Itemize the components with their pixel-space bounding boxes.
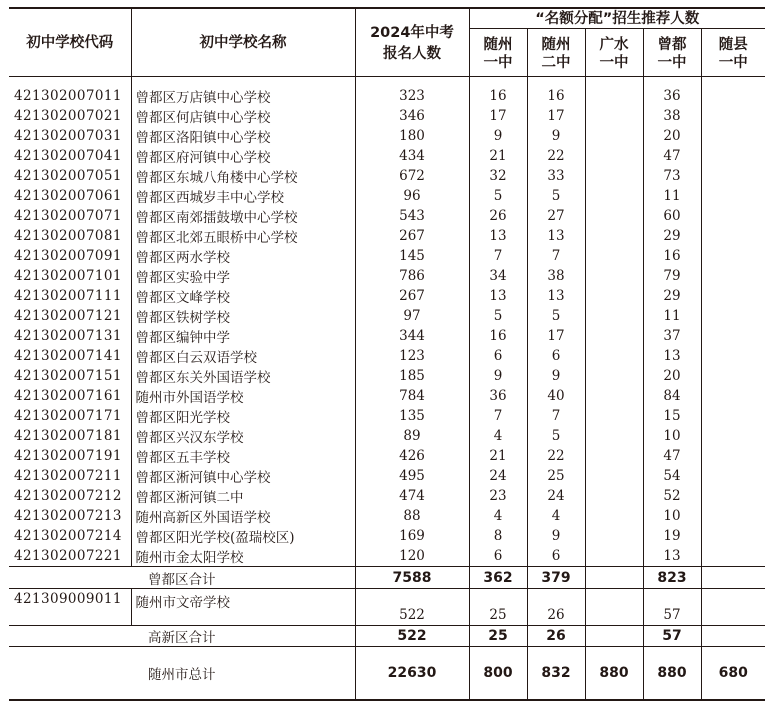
quota-suixian-1 (701, 186, 765, 206)
quota-suixian-1 (701, 77, 765, 107)
school-applicants: 97 (355, 306, 469, 326)
quota-zengdu-1: 37 (643, 326, 701, 346)
zengdu-total-sx1 (701, 567, 765, 589)
quota-guangshui-1 (585, 466, 643, 486)
quota-guangshui-1 (585, 546, 643, 567)
school-applicants: 135 (355, 406, 469, 426)
quota-guangshui-1 (585, 506, 643, 526)
gaoxin-total-gs1 (585, 626, 643, 647)
quota-zengdu-1: 73 (643, 166, 701, 186)
quota-suizhou-2: 13 (527, 226, 585, 246)
school-name: 随州市金太阳学校 (131, 546, 355, 567)
gaoxin-total-zd1: 57 (643, 626, 701, 647)
quota-suizhou-2: 5 (527, 306, 585, 326)
quota-guangshui-1 (585, 246, 643, 266)
quota-suizhou-1: 9 (469, 366, 527, 386)
school-code: 421302007071 (9, 206, 131, 226)
table-row (9, 406, 765, 426)
quota-suizhou-1: 36 (469, 386, 527, 406)
quota-suizhou-2: 7 (527, 246, 585, 266)
quota-suizhou-2: 40 (527, 386, 585, 406)
quota-zengdu-1: 10 (643, 506, 701, 526)
quota-suizhou-1: 16 (469, 326, 527, 346)
table-row (9, 126, 765, 146)
quota-suizhou-2: 33 (527, 166, 585, 186)
quota-suizhou-2: 22 (527, 146, 585, 166)
gaoxin-school-sz1: 25 (469, 589, 527, 626)
quota-suixian-1 (701, 446, 765, 466)
gaoxin-total-sx1 (701, 626, 765, 647)
school-name: 曾都区编钟中学 (131, 326, 355, 346)
school-code: 421302007041 (9, 146, 131, 166)
header-school-line2: 一中 (483, 54, 513, 71)
school-name: 曾都区西城岁丰中心学校 (131, 186, 355, 206)
quota-suizhou-2: 24 (527, 486, 585, 506)
quota-suixian-1 (701, 366, 765, 386)
school-name: 曾都区文峰学校 (131, 286, 355, 306)
quota-suizhou-1: 24 (469, 466, 527, 486)
school-applicants: 495 (355, 466, 469, 486)
quota-guangshui-1 (585, 286, 643, 306)
quota-guangshui-1 (585, 146, 643, 166)
quota-suixian-1 (701, 466, 765, 486)
quota-suixian-1 (701, 246, 765, 266)
school-code: 421302007111 (9, 286, 131, 306)
city-total-applicants: 22630 (355, 647, 469, 701)
header-school-suizhou-2 (527, 29, 585, 77)
quota-suixian-1 (701, 406, 765, 426)
school-applicants: 543 (355, 206, 469, 226)
school-code: 421302007061 (9, 186, 131, 206)
header-code: 初中学校代码 (9, 7, 131, 77)
header-school-line2: 一中 (599, 54, 629, 71)
quota-zengdu-1: 10 (643, 426, 701, 446)
quota-guangshui-1 (585, 306, 643, 326)
quota-zengdu-1: 29 (643, 286, 701, 306)
table-row (9, 166, 765, 186)
school-name: 曾都区府河镇中心学校 (131, 146, 355, 166)
quota-suizhou-2: 9 (527, 366, 585, 386)
table-row (9, 106, 765, 126)
header-applicants-line2: 报名人数 (383, 45, 441, 62)
quota-suizhou-1: 13 (469, 286, 527, 306)
gaoxin-total-label: 高新区合计 (9, 626, 355, 647)
gaoxin-school-code: 421309009011 (9, 589, 131, 626)
quota-suizhou-1: 6 (469, 546, 527, 567)
quota-guangshui-1 (585, 126, 643, 146)
quota-zengdu-1: 20 (643, 366, 701, 386)
quota-guangshui-1 (585, 486, 643, 506)
quota-suizhou-1: 23 (469, 486, 527, 506)
table-row (9, 186, 765, 206)
school-code: 421302007131 (9, 326, 131, 346)
gaoxin-school-sz2: 26 (527, 589, 585, 626)
quota-guangshui-1 (585, 446, 643, 466)
school-applicants: 185 (355, 366, 469, 386)
quota-suizhou-1: 7 (469, 246, 527, 266)
gaoxin-school-zd1: 57 (643, 589, 701, 626)
quota-guangshui-1 (585, 326, 643, 346)
table-row (9, 266, 765, 286)
school-code: 421302007171 (9, 406, 131, 426)
quota-suizhou-1: 21 (469, 446, 527, 466)
table-row (9, 77, 765, 107)
school-name: 曾都区阳光学校(盈瑞校区) (131, 526, 355, 546)
school-applicants: 344 (355, 326, 469, 346)
quota-suixian-1 (701, 326, 765, 346)
school-code: 421302007213 (9, 506, 131, 526)
header-applicants-line1: 2024年中考 (370, 24, 454, 41)
quota-guangshui-1 (585, 166, 643, 186)
quota-suizhou-2: 5 (527, 426, 585, 446)
school-name: 随州市外国语学校 (131, 386, 355, 406)
quota-suizhou-1: 21 (469, 146, 527, 166)
header-school-zengdu-1 (643, 29, 701, 77)
header-applicants (355, 7, 469, 77)
quota-suizhou-1: 34 (469, 266, 527, 286)
school-applicants: 426 (355, 446, 469, 466)
header-school-line2: 一中 (657, 54, 687, 71)
table-row (9, 146, 765, 166)
quota-suizhou-1: 5 (469, 306, 527, 326)
quota-suixian-1 (701, 306, 765, 326)
gaoxin-school-applicants: 522 (355, 589, 469, 626)
city-total-sx1: 680 (701, 647, 765, 701)
school-name: 曾都区万店镇中心学校 (131, 77, 355, 107)
school-applicants: 120 (355, 546, 469, 567)
quota-suizhou-2: 16 (527, 77, 585, 107)
header-school-line2: 一中 (718, 54, 748, 71)
quota-guangshui-1 (585, 426, 643, 446)
school-code: 421302007051 (9, 166, 131, 186)
table-row (9, 466, 765, 486)
quota-zengdu-1: 15 (643, 406, 701, 426)
table-row (9, 426, 765, 446)
quota-guangshui-1 (585, 386, 643, 406)
zengdu-total-sz2: 379 (527, 567, 585, 589)
quota-guangshui-1 (585, 186, 643, 206)
school-name: 曾都区两水学校 (131, 246, 355, 266)
school-name: 曾都区实验中学 (131, 266, 355, 286)
header-school-line1: 曾都 (657, 36, 687, 53)
quota-zengdu-1: 47 (643, 446, 701, 466)
school-applicants: 786 (355, 266, 469, 286)
quota-suixian-1 (701, 106, 765, 126)
quota-zengdu-1: 16 (643, 246, 701, 266)
header-school-line1: 广水 (599, 36, 629, 53)
school-code: 421302007151 (9, 366, 131, 386)
quota-suizhou-2: 38 (527, 266, 585, 286)
quota-suixian-1 (701, 126, 765, 146)
school-applicants: 672 (355, 166, 469, 186)
quota-guangshui-1 (585, 366, 643, 386)
quota-guangshui-1 (585, 346, 643, 366)
quota-guangshui-1 (585, 526, 643, 546)
header-quota-group: “名额分配”招生推荐人数 (469, 7, 765, 29)
school-code: 421302007221 (9, 546, 131, 567)
school-applicants: 434 (355, 146, 469, 166)
quota-suizhou-1: 16 (469, 77, 527, 107)
quota-zengdu-1: 36 (643, 77, 701, 107)
quota-zengdu-1: 54 (643, 466, 701, 486)
school-applicants: 89 (355, 426, 469, 446)
school-code: 421302007214 (9, 526, 131, 546)
quota-suizhou-1: 8 (469, 526, 527, 546)
quota-suizhou-2: 5 (527, 186, 585, 206)
zengdu-rows (9, 77, 765, 567)
city-total-label: 随州市总计 (9, 647, 355, 701)
quota-suixian-1 (701, 226, 765, 246)
header-school-suixian-1 (701, 29, 765, 77)
summary-rows (9, 567, 765, 701)
quota-guangshui-1 (585, 77, 643, 107)
quota-zengdu-1: 84 (643, 386, 701, 406)
quota-suizhou-1: 17 (469, 106, 527, 126)
school-name: 随州高新区外国语学校 (131, 506, 355, 526)
table-row (9, 326, 765, 346)
table-row (9, 306, 765, 326)
school-applicants: 88 (355, 506, 469, 526)
quota-suixian-1 (701, 146, 765, 166)
table-row (9, 246, 765, 266)
quota-suixian-1 (701, 346, 765, 366)
school-name: 曾都区北郊五眼桥中心学校 (131, 226, 355, 246)
quota-zengdu-1: 29 (643, 226, 701, 246)
quota-guangshui-1 (585, 206, 643, 226)
school-name: 曾都区东关外国语学校 (131, 366, 355, 386)
school-code: 421302007101 (9, 266, 131, 286)
zengdu-total-sz1: 362 (469, 567, 527, 589)
city-total-zd1: 880 (643, 647, 701, 701)
city-total-sz1: 800 (469, 647, 527, 701)
quota-suizhou-2: 13 (527, 286, 585, 306)
school-name: 曾都区何店镇中心学校 (131, 106, 355, 126)
school-name: 曾都区东城八角楼中心学校 (131, 166, 355, 186)
school-name: 曾都区阳光学校 (131, 406, 355, 426)
quota-suixian-1 (701, 546, 765, 567)
school-name: 曾都区五丰学校 (131, 446, 355, 466)
school-code: 421302007141 (9, 346, 131, 366)
quota-zengdu-1: 19 (643, 526, 701, 546)
school-code: 421302007121 (9, 306, 131, 326)
quota-suizhou-1: 9 (469, 126, 527, 146)
table-row (9, 366, 765, 386)
quota-suizhou-2: 17 (527, 326, 585, 346)
school-applicants: 267 (355, 226, 469, 246)
table-row (9, 346, 765, 366)
quota-suixian-1 (701, 266, 765, 286)
table-row (9, 526, 765, 546)
header-school-suizhou-1 (469, 29, 527, 77)
gaoxin-total-row (9, 626, 765, 647)
school-code: 421302007031 (9, 126, 131, 146)
zengdu-total-zd1: 823 (643, 567, 701, 589)
table-row (9, 386, 765, 406)
header-school-line2: 二中 (541, 54, 571, 71)
school-applicants: 180 (355, 126, 469, 146)
quota-guangshui-1 (585, 406, 643, 426)
gaoxin-school-name: 随州市文帝学校 (131, 589, 355, 626)
gaoxin-school-row (9, 589, 765, 626)
quota-suixian-1 (701, 426, 765, 446)
quota-guangshui-1 (585, 106, 643, 126)
quota-zengdu-1: 47 (643, 146, 701, 166)
school-name: 曾都区洛阳镇中心学校 (131, 126, 355, 146)
table-header (9, 7, 765, 77)
header-school-line1: 随州 (483, 36, 513, 53)
quota-suixian-1 (701, 506, 765, 526)
quota-suizhou-1: 6 (469, 346, 527, 366)
quota-suizhou-2: 25 (527, 466, 585, 486)
gaoxin-total-sz1: 25 (469, 626, 527, 647)
quota-suizhou-2: 7 (527, 406, 585, 426)
quota-suixian-1 (701, 206, 765, 226)
quota-suizhou-1: 4 (469, 506, 527, 526)
quota-suizhou-2: 9 (527, 526, 585, 546)
quota-suizhou-1: 13 (469, 226, 527, 246)
school-applicants: 145 (355, 246, 469, 266)
quota-suizhou-2: 6 (527, 346, 585, 366)
quota-zengdu-1: 11 (643, 306, 701, 326)
quota-guangshui-1 (585, 266, 643, 286)
city-total-sz2: 832 (527, 647, 585, 701)
school-code: 421302007211 (9, 466, 131, 486)
zengdu-total-label: 曾都区合计 (9, 567, 355, 589)
quota-zengdu-1: 13 (643, 546, 701, 567)
school-applicants: 784 (355, 386, 469, 406)
quota-zengdu-1: 13 (643, 346, 701, 366)
school-applicants: 267 (355, 286, 469, 306)
quota-suizhou-2: 9 (527, 126, 585, 146)
city-total-row (9, 647, 765, 701)
quota-allocation-table (9, 7, 765, 701)
school-name: 曾都区铁树学校 (131, 306, 355, 326)
school-name: 曾都区南郊擂鼓墩中心学校 (131, 206, 355, 226)
school-applicants: 169 (355, 526, 469, 546)
quota-suizhou-2: 17 (527, 106, 585, 126)
header-school-guangshui-1 (585, 29, 643, 77)
zengdu-total-applicants: 7588 (355, 567, 469, 589)
quota-zengdu-1: 79 (643, 266, 701, 286)
table-row (9, 226, 765, 246)
school-code: 421302007191 (9, 446, 131, 466)
quota-suixian-1 (701, 386, 765, 406)
table-row (9, 446, 765, 466)
school-code: 421302007181 (9, 426, 131, 446)
quota-suizhou-1: 26 (469, 206, 527, 226)
school-name: 曾都区淅河镇二中 (131, 486, 355, 506)
table-row (9, 546, 765, 567)
school-applicants: 323 (355, 77, 469, 107)
zengdu-total-gs1 (585, 567, 643, 589)
quota-suixian-1 (701, 486, 765, 506)
header-school-line1: 随县 (718, 36, 748, 53)
quota-zengdu-1: 60 (643, 206, 701, 226)
quota-guangshui-1 (585, 226, 643, 246)
quota-suizhou-1: 32 (469, 166, 527, 186)
quota-suixian-1 (701, 166, 765, 186)
quota-zengdu-1: 38 (643, 106, 701, 126)
school-code: 421302007011 (9, 77, 131, 107)
school-applicants: 346 (355, 106, 469, 126)
header-school-line1: 随州 (541, 36, 571, 53)
quota-suizhou-2: 4 (527, 506, 585, 526)
quota-suizhou-1: 7 (469, 406, 527, 426)
school-code: 421302007081 (9, 226, 131, 246)
quota-suizhou-2: 27 (527, 206, 585, 226)
school-name: 曾都区兴汉东学校 (131, 426, 355, 446)
quota-zengdu-1: 52 (643, 486, 701, 506)
gaoxin-school-gs1 (585, 589, 643, 626)
gaoxin-total-applicants: 522 (355, 626, 469, 647)
city-total-gs1: 880 (585, 647, 643, 701)
table-row (9, 506, 765, 526)
school-code: 421302007091 (9, 246, 131, 266)
quota-suizhou-1: 4 (469, 426, 527, 446)
school-code: 421302007021 (9, 106, 131, 126)
gaoxin-school-sx1 (701, 589, 765, 626)
gaoxin-total-sz2: 26 (527, 626, 585, 647)
quota-suizhou-1: 5 (469, 186, 527, 206)
school-name: 曾都区淅河镇中心学校 (131, 466, 355, 486)
table-row (9, 286, 765, 306)
quota-suizhou-2: 6 (527, 546, 585, 567)
school-code: 421302007161 (9, 386, 131, 406)
quota-zengdu-1: 20 (643, 126, 701, 146)
school-code: 421302007212 (9, 486, 131, 506)
school-applicants: 123 (355, 346, 469, 366)
table-row (9, 206, 765, 226)
header-name: 初中学校名称 (131, 7, 355, 77)
zengdu-total-row (9, 567, 765, 589)
school-applicants: 474 (355, 486, 469, 506)
table-row (9, 486, 765, 506)
quota-suixian-1 (701, 526, 765, 546)
quota-suizhou-2: 22 (527, 446, 585, 466)
school-name: 曾都区白云双语学校 (131, 346, 355, 366)
quota-suixian-1 (701, 286, 765, 306)
school-applicants: 96 (355, 186, 469, 206)
quota-zengdu-1: 11 (643, 186, 701, 206)
